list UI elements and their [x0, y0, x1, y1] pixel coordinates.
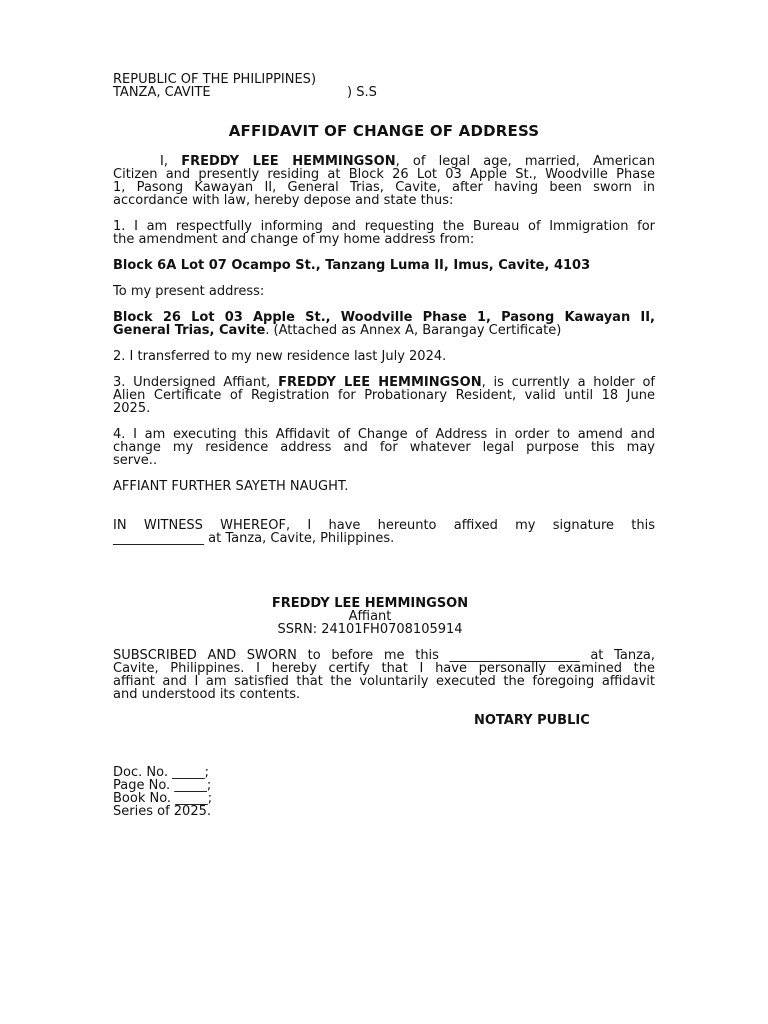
item-4: 4. I am executing this Affidavit of Change of Address in order to amend and change my residence address and for whatever legal purpose this may serve.. — [113, 427, 655, 468]
docket-info — [113, 766, 655, 818]
caption-ss: ) S.S — [347, 85, 377, 100]
document-title: AFFIDAVIT OF CHANGE OF ADDRESS — [228, 122, 540, 140]
caption-tanza: TANZA, CAVITE — [113, 85, 211, 100]
book-no: Book No. _____; — [113, 791, 213, 806]
venue-caption — [113, 73, 655, 99]
to-present-label: To my present address: — [113, 284, 265, 299]
item-1: 1. I am respectfully informing and requesting the Bureau of Immigration for the amendment and change of my home address from: — [113, 219, 655, 247]
signatory-role: Affiant — [348, 609, 392, 624]
witness-clause: IN WITNESS WHEREOF, I have hereunto affixed my signature this ______________ at Tanza, Cavite, Philippines. — [113, 518, 655, 546]
page-no: Page No. _____; — [113, 778, 212, 793]
item-2: 2. I transferred to my new residence last July 2024. — [113, 349, 447, 364]
further-sayeth: AFFIANT FURTHER SAYETH NAUGHT. — [113, 479, 349, 494]
jurat-paragraph: SUBSCRIBED AND SWORN to before me this ____________________ at Tanza, Cavite, Philippines. I hereby certify that I have personally examined the affiant and I am satisfied that the voluntarily executed the foregoing affidavit and understood its contents. — [113, 648, 655, 702]
old-address: Block 6A Lot 07 Ocampo St., Tanzang Luma II, Imus, Cavite, 4103 — [113, 258, 591, 273]
affiant-name-item3: FREDDY LEE HEMMINGSON — [278, 375, 482, 390]
new-address: Block 26 Lot 03 Apple St., Woodville Phase 1, Pasong Kawayan II, General Trias, Cavite. (Attached as Annex A, Barangay Certificate) — [113, 310, 655, 338]
signature-block — [113, 597, 627, 636]
signatory-name: FREDDY LEE HEMMINGSON — [271, 596, 469, 611]
affiant-name-intro: FREDDY LEE HEMMINGSON — [181, 154, 396, 169]
intro-paragraph: I, FREDDY LEE HEMMINGSON, of legal age, married, American Citizen and presently residing at Block 26 Lot 03 Apple St., Woodville Phase 1, Pasong Kawayan II, General Trias, Cavite, after having been sworn in accordance with law, hereby depose and state thus: — [113, 154, 656, 208]
signatory-ssrn: SSRN: 24101FH0708105914 — [277, 622, 463, 637]
doc-no: Doc. No. _____; — [113, 765, 209, 780]
notary-public-label: NOTARY PUBLIC — [474, 713, 590, 728]
caption-republic: REPUBLIC OF THE PHILIPPINES) — [113, 72, 317, 87]
series: Series of 2025. — [113, 804, 211, 819]
item-3: 3. Undersigned Affiant, FREDDY LEE HEMMINGSON, is currently a holder of Alien Certificate of Registration for Probationary Resident, valid until 18 June 2025. — [113, 375, 656, 416]
